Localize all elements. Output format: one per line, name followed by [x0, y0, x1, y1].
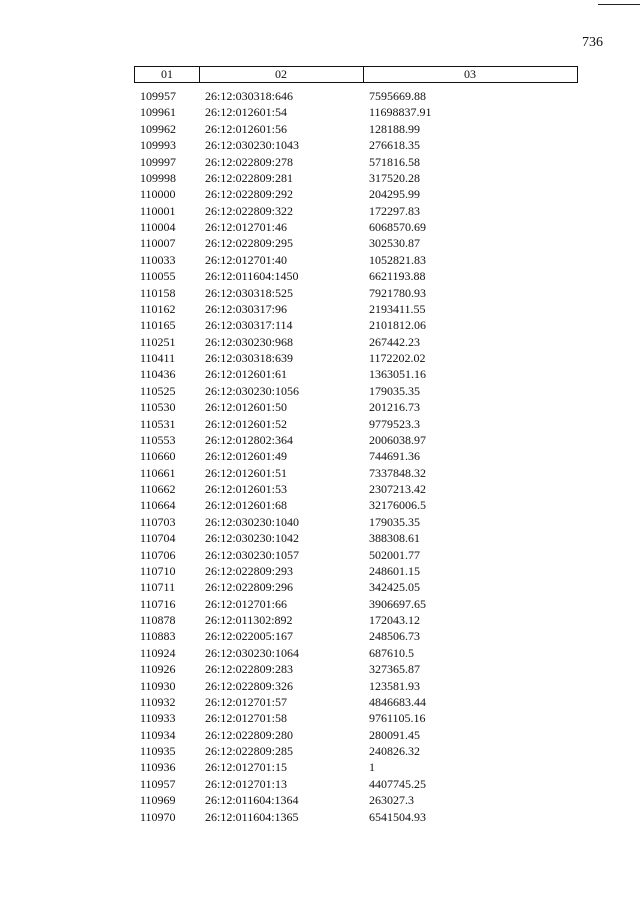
- table-cell-1: 109957: [140, 89, 176, 103]
- table-cell-3: 11698837.91: [369, 105, 432, 120]
- table-cell-1: 110660: [140, 449, 176, 464]
- table-row: [0, 530, 640, 546]
- table-row: [0, 727, 640, 743]
- table-row: [0, 547, 640, 563]
- table-cell-1: 110703: [140, 514, 176, 529]
- table-cell-1: 110007: [140, 236, 176, 251]
- table-cell-1: 110932: [140, 694, 176, 709]
- table-cell-2: 26:12:022809:296: [205, 580, 294, 595]
- table-cell-2: 26:12:022809:292: [205, 187, 294, 202]
- table-cell-1: 110525: [140, 383, 176, 398]
- column-header-03: 03: [464, 67, 476, 81]
- table-cell-2: 26:12:030317:114: [205, 318, 293, 333]
- table-cell-3: 9779523.3: [369, 416, 420, 431]
- table-cell-2: 26:12:030230:1042: [205, 531, 300, 546]
- table-row: [0, 514, 640, 530]
- table-cell-1: 110055: [140, 269, 176, 284]
- table-row: [0, 383, 640, 399]
- table-cell-2: 26:12:012701:40: [205, 252, 288, 267]
- table-row: [0, 301, 640, 317]
- table-cell-1: 110936: [140, 760, 176, 775]
- table-cell-1: 110661: [140, 465, 176, 480]
- table-row: [0, 268, 640, 284]
- table-cell-2: 26:12:030230:1064: [205, 645, 300, 660]
- table-row: [0, 497, 640, 513]
- table-cell-3: 687610.5: [369, 645, 414, 660]
- table-cell-3: 263027.3: [369, 793, 414, 808]
- table-cell-3: 123581.93: [369, 678, 420, 693]
- table-cell-2: 26:12:011302:892: [205, 613, 293, 627]
- table-cell-3: 342425.05: [369, 580, 420, 595]
- table-cell-1: 110710: [140, 563, 176, 578]
- table-cell-1: 110935: [140, 744, 176, 758]
- table-cell-1: 110969: [140, 793, 176, 808]
- page-number: 736: [582, 35, 603, 50]
- table-row: [0, 792, 640, 808]
- table-row: [0, 170, 640, 186]
- table-cell-3: 744691.36: [369, 449, 420, 464]
- table-cell-3: 6541504.93: [369, 809, 426, 824]
- table-cell-2: 26:12:012701:15: [205, 760, 288, 775]
- table-cell-3: 317520.28: [369, 170, 420, 185]
- table-cell-2: 26:12:030230:1043: [205, 138, 300, 153]
- table-cell-2: 26:12:022809:285: [205, 744, 294, 758]
- table-cell-1: 110878: [140, 613, 176, 627]
- table-cell-2: 26:12:012701:58: [205, 711, 288, 726]
- table-cell-2: 26:12:012601:56: [205, 121, 288, 136]
- table-row: [0, 596, 640, 612]
- table-cell-2: 26:12:012601:61: [205, 367, 288, 382]
- table-cell-2: 26:12:022809:278: [205, 154, 294, 169]
- table-cell-1: 110704: [140, 531, 176, 546]
- table-row: [0, 285, 640, 301]
- table-cell-3: 204295.99: [369, 187, 420, 202]
- table-cell-1: 110711: [140, 580, 176, 595]
- table-body: [0, 88, 640, 825]
- table-row: [0, 366, 640, 382]
- column-header-01: 01: [135, 67, 200, 82]
- table-cell-1: 110664: [140, 498, 176, 513]
- table-cell-3: 179035.35: [369, 514, 420, 529]
- table-row: [0, 235, 640, 251]
- table-cell-2: 26:12:030318:525: [205, 285, 294, 300]
- table-row: [0, 317, 640, 333]
- table-cell-3: 248601.15: [369, 563, 420, 578]
- table-cell-1: 109997: [140, 154, 176, 169]
- table-cell-3: 7595669.88: [369, 89, 426, 103]
- table-cell-3: 3906697.65: [369, 596, 426, 611]
- table-cell-1: 110926: [140, 662, 176, 677]
- table-cell-1: 110716: [140, 596, 176, 611]
- table-cell-2: 26:12:012701:13: [205, 776, 288, 791]
- table-cell-1: 110436: [140, 367, 176, 382]
- table-row: [0, 661, 640, 677]
- table-cell-1: 110957: [140, 776, 176, 791]
- table-cell-2: 26:12:012701:57: [205, 694, 288, 709]
- table-cell-2: 26:12:012601:51: [205, 465, 288, 480]
- table-cell-2: 26:12:022809:326: [205, 678, 294, 693]
- table-cell-1: 110251: [140, 334, 176, 349]
- table-header: [134, 66, 578, 83]
- table-row: [0, 154, 640, 170]
- table-cell-1: 110933: [140, 711, 176, 726]
- table-cell-3: 2193411.55: [369, 301, 426, 316]
- table-cell-3: 7337848.32: [369, 465, 426, 480]
- table-row: [0, 743, 640, 759]
- table-cell-3: 276618.35: [369, 138, 420, 153]
- table-cell-3: 6068570.69: [369, 220, 426, 234]
- table-row: [0, 137, 640, 153]
- table-cell-2: 26:12:030230:968: [205, 334, 294, 349]
- table-cell-2: 26:12:012601:53: [205, 482, 288, 496]
- table-row: [0, 465, 640, 481]
- table-row: [0, 563, 640, 579]
- table-cell-1: 110162: [140, 301, 176, 316]
- column-header-02: 02: [199, 67, 364, 82]
- table-cell-2: 26:12:012601:52: [205, 416, 288, 431]
- table-cell-1: 110930: [140, 678, 176, 693]
- table-cell-1: 110033: [140, 252, 176, 267]
- table-row: [0, 694, 640, 710]
- table-cell-1: 110662: [140, 482, 176, 496]
- table-row: [0, 104, 640, 120]
- table-cell-3: 2307213.42: [369, 482, 426, 496]
- table-row: [0, 481, 640, 497]
- table-row: [0, 678, 640, 694]
- table-cell-2: 26:12:022809:283: [205, 662, 294, 677]
- table-cell-1: 109962: [140, 121, 176, 136]
- table-row: [0, 416, 640, 432]
- table-cell-3: 502001.77: [369, 547, 420, 562]
- table-cell-3: 2101812.06: [369, 318, 426, 333]
- table-cell-3: 7921780.93: [369, 285, 426, 300]
- table-cell-3: 267442.23: [369, 334, 420, 349]
- corner-rule: [598, 4, 640, 5]
- table-cell-1: 110411: [140, 351, 176, 365]
- table-row: [0, 186, 640, 202]
- table-cell-3: 240826.32: [369, 744, 420, 758]
- table-cell-1: 110553: [140, 432, 176, 447]
- table-row: [0, 628, 640, 644]
- table-row: [0, 203, 640, 219]
- table-cell-2: 26:12:022809:293: [205, 563, 294, 578]
- table-cell-2: 26:12:022005:167: [205, 629, 294, 644]
- table-cell-3: 4407745.25: [369, 776, 426, 791]
- table-cell-3: 128188.99: [369, 121, 420, 136]
- table-cell-1: 110004: [140, 220, 176, 234]
- table-row: [0, 759, 640, 775]
- table-cell-2: 26:12:030317:96: [205, 301, 288, 316]
- table-cell-2: 26:12:030230:1056: [205, 383, 300, 398]
- table-cell-2: 26:12:030318:646: [205, 89, 294, 103]
- table-cell-1: 110883: [140, 629, 176, 644]
- table-cell-3: 280091.45: [369, 727, 420, 742]
- table-cell-2: 26:12:022809:280: [205, 727, 294, 742]
- table-cell-1: 110924: [140, 645, 176, 660]
- table-row: [0, 219, 640, 235]
- table-cell-3: 201216.73: [369, 400, 420, 415]
- table-cell-1: 110530: [140, 400, 176, 415]
- table-cell-2: 26:12:022809:295: [205, 236, 294, 251]
- table-row: [0, 776, 640, 792]
- table-cell-1: 109998: [140, 170, 176, 185]
- table-cell-3: 172043.12: [369, 613, 420, 627]
- table-cell-2: 26:12:012601:54: [205, 105, 288, 120]
- table-cell-2: 26:12:012701:46: [205, 220, 288, 234]
- table-cell-2: 26:12:011604:1365: [205, 809, 299, 824]
- table-cell-2: 26:12:011604:1450: [205, 269, 299, 284]
- table-row: [0, 432, 640, 448]
- table-cell-2: 26:12:012601:50: [205, 400, 288, 415]
- table-cell-3: 2006038.97: [369, 432, 426, 447]
- table-cell-3: 1052821.83: [369, 252, 426, 267]
- table-cell-3: 179035.35: [369, 383, 420, 398]
- table-cell-2: 26:12:012601:68: [205, 498, 288, 513]
- table-cell-1: 110706: [140, 547, 176, 562]
- table-row: [0, 579, 640, 595]
- table-cell-1: 110158: [140, 285, 176, 300]
- table-cell-2: 26:12:012802:364: [205, 432, 294, 447]
- table-row: [0, 710, 640, 726]
- table-row: [0, 399, 640, 415]
- table-row: [0, 612, 640, 628]
- table-cell-3: 1363051.16: [369, 367, 426, 382]
- table-cell-3: 571816.58: [369, 154, 420, 169]
- table-row: [0, 252, 640, 268]
- table-cell-2: 26:12:012701:66: [205, 596, 288, 611]
- table-row: [0, 334, 640, 350]
- table-cell-2: 26:12:030230:1057: [205, 547, 300, 562]
- table-cell-2: 26:12:012601:49: [205, 449, 288, 464]
- table-row: [0, 645, 640, 661]
- table-cell-2: 26:12:022809:281: [205, 170, 294, 185]
- table-cell-3: 248506.73: [369, 629, 420, 644]
- table-cell-2: 26:12:030230:1040: [205, 514, 300, 529]
- table-cell-1: 110970: [140, 809, 176, 824]
- table-cell-1: 110531: [140, 416, 176, 431]
- table-row: [0, 448, 640, 464]
- table-cell-2: 26:12:011604:1364: [205, 793, 299, 808]
- table-cell-3: 172297.83: [369, 203, 420, 218]
- table-cell-2: 26:12:030318:639: [205, 351, 294, 365]
- table-cell-3: 302530.87: [369, 236, 420, 251]
- table-cell-1: 109961: [140, 105, 176, 120]
- table-cell-1: 110165: [140, 318, 176, 333]
- table-row: [0, 121, 640, 137]
- table-cell-3: 32176006.5: [369, 498, 426, 513]
- table-cell-3: 9761105.16: [369, 711, 426, 726]
- table-cell-1: 109993: [140, 138, 176, 153]
- table-cell-3: 1172202.02: [369, 351, 426, 365]
- table-cell-1: 110934: [140, 727, 176, 742]
- table-cell-3: 327365.87: [369, 662, 420, 677]
- table-cell-3: 388308.61: [369, 531, 420, 546]
- table-cell-3: 4846683.44: [369, 694, 426, 709]
- table-cell-1: 110000: [140, 187, 176, 202]
- table-cell-3: 6621193.88: [369, 269, 426, 284]
- table-row: [0, 809, 640, 825]
- table-cell-1: 110001: [140, 203, 176, 218]
- table-row: [0, 350, 640, 366]
- table-cell-2: 26:12:022809:322: [205, 203, 294, 218]
- table-cell-3: 1: [369, 760, 375, 775]
- table-row: [0, 88, 640, 104]
